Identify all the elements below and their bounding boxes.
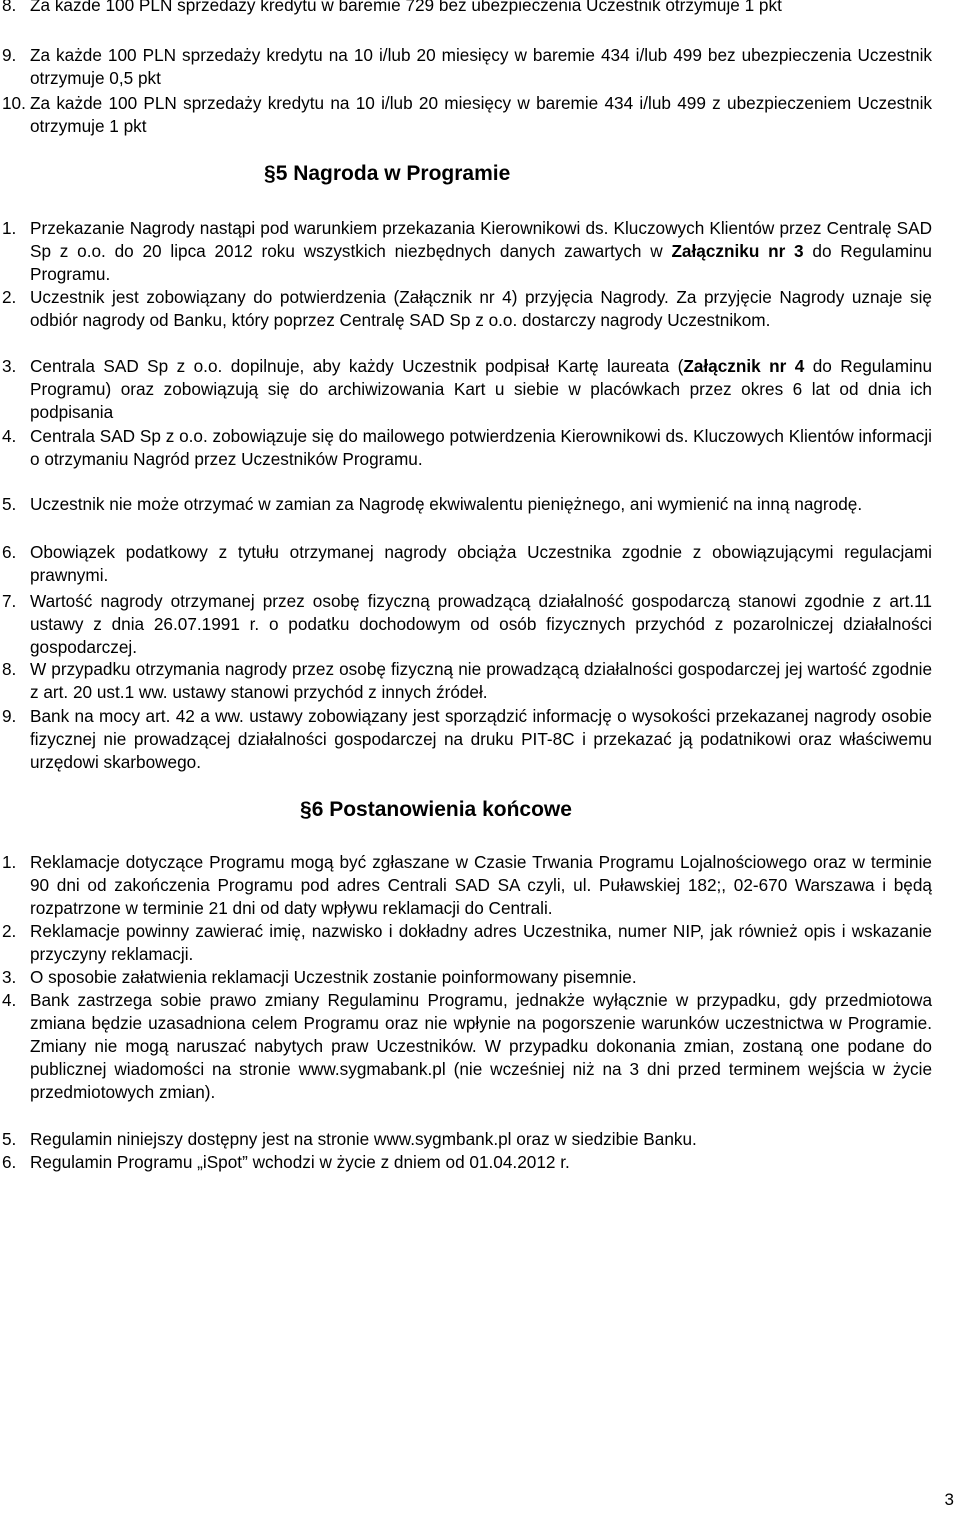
- item-number: 8.: [2, 0, 17, 15]
- item-number: 10.: [2, 93, 26, 113]
- section-sign: §: [264, 162, 276, 185]
- item-text: Reklamacje powinny zawierać imię, nazwisko i dokładny adres Uczestnika, numer NIP, jak również opis i wskazanie przyczyny reklamacji.: [30, 921, 932, 964]
- section-heading-6: [300, 797, 572, 823]
- item-number: 4.: [2, 426, 17, 446]
- item-number: 7.: [2, 591, 17, 611]
- item-text: Uczestnik jest zobowiązany do potwierdzenia (Załącznik nr 4) przyjęcia Nagrody. Za przyjęcie Nagrody uznaje się odbiór nagrody od Banku, który poprzez Centralę SAD Sp z o.o. dostarczy nagrody Uczestnikom.: [30, 287, 932, 330]
- item-text: Za każde 100 PLN sprzedaży kredytu w baremie 729 bez ubezpieczenia Uczestnik otrzymuje 1 pkt: [30, 0, 782, 15]
- item-number: 1.: [2, 218, 17, 238]
- item-number: 3.: [2, 967, 17, 987]
- item-number: 1.: [2, 852, 17, 872]
- item-text: Za każde 100 PLN sprzedaży kredytu na 10 i/lub 20 miesięcy w baremie 434 i/lub 499 z ubezpieczeniem Uczestnik otrzymuje 1 pkt: [30, 93, 932, 136]
- item-number: 2.: [2, 921, 17, 941]
- item-number: 6.: [2, 1152, 17, 1172]
- item-number: 2.: [2, 287, 17, 307]
- item-number: 4.: [2, 990, 17, 1010]
- item-text: Wartość nagrody otrzymanej przez osobę fizyczną prowadzącą działalność gospodarczą stanowi zgodnie z art.11 ustawy z dnia 26.07.1991 r. o podatku dochodowym od osób fizycznych przychód z pozarolniczej działalności gospodarczej.: [30, 591, 932, 657]
- item-text: W przypadku otrzymania nagrody przez osobę fizyczną nie prowadzącą działalności gospodarczej jej wartość zgodnie z art. 20 ust.1 ww. ustawy stanowi przychód z innych źródeł.: [30, 659, 932, 702]
- item-text: Regulamin Programu „iSpot” wchodzi w życie z dniem od 01.04.2012 r.: [30, 1152, 570, 1172]
- item-number: 9.: [2, 706, 17, 726]
- section-title: 5 Nagroda w Programie: [275, 162, 511, 185]
- item-number: 9.: [2, 45, 17, 65]
- item-number: 6.: [2, 542, 17, 562]
- section-heading-5: [264, 161, 510, 187]
- item-text: Obowiązek podatkowy z tytułu otrzymanej nagrody obciąża Uczestnika zgodnie z obowiązującymi regulacjami prawnymi.: [30, 542, 932, 585]
- item-text: O sposobie załatwienia reklamacji Uczestnik zostanie poinformowany pisemnie.: [30, 967, 637, 987]
- bold-reference: Załączniku nr 3: [671, 241, 804, 261]
- item-text: Regulamin niniejszy dostępny jest na stronie www.sygmbank.pl oraz w siedzibie Banku.: [30, 1129, 697, 1149]
- item-number: 8.: [2, 659, 17, 679]
- section-title: 6 Postanowienia końcowe: [311, 798, 572, 821]
- item-text: Centrala SAD Sp z o.o. dopilnuje, aby każdy Uczestnik podpisał Kartę laureata (Załącznik nr 4 do Regulaminu Programu) oraz zobowiązują się do archiwizowania Kart u siebie w placówkach przez okres 6 lat od dnia ich podpisania: [30, 356, 932, 422]
- item-text: Przekazanie Nagrody nastąpi pod warunkiem przekazania Kierownikowi ds. Kluczowych Klientów przez Centralę SAD Sp z o.o. do 20 lipca 2012 roku wszystkich niezbędnych danych zawartych w Załączniku nr 3 do Regulaminu Programu.: [30, 218, 932, 284]
- item-text: Bank na mocy art. 42 a ww. ustawy zobowiązany jest sporządzić informację o wysokości przekazanej nagrody osobie fizycznej nie prowadzącej działalności gospodarczej na druku PIT-8C i przekazać ją podatnikowi oraz właściwemu urzędowi skarbowego.: [30, 706, 932, 772]
- item-text: Centrala SAD Sp z o.o. zobowiązuje się do mailowego potwierdzenia Kierownikowi ds. Kluczowych Klientów informacji o otrzymaniu Nagród przez Uczestników Programu.: [30, 426, 932, 469]
- section-sign: §: [300, 798, 312, 821]
- page-number: 3: [944, 1490, 954, 1509]
- item-text: Uczestnik nie może otrzymać w zamian za Nagrodę ekwiwalentu pieniężnego, ani wymienić na inną nagrodę.: [30, 494, 863, 514]
- item-text: Za każde 100 PLN sprzedaży kredytu na 10 i/lub 20 miesięcy w baremie 434 i/lub 499 bez ubezpieczenia Uczestnik otrzymuje 0,5 pkt: [30, 45, 932, 88]
- bold-reference: Załącznik nr 4: [683, 356, 805, 376]
- item-number: 5.: [2, 494, 17, 514]
- item-text: Reklamacje dotyczące Programu mogą być zgłaszane w Czasie Trwania Programu Lojalnościowego oraz w terminie 90 dni od zakończenia Programu pod adres Centrali SAD SA czyli, ul. Puławskiej 182;, 02-670 Warszawa i będą rozpatrzone w terminie 21 dni od daty wpływu reklamacji do Centrali.: [30, 852, 932, 918]
- item-number: 3.: [2, 356, 17, 376]
- item-number: 5.: [2, 1129, 17, 1149]
- item-text: Bank zastrzega sobie prawo zmiany Regulaminu Programu, jednakże wyłącznie w przypadku, gdy przedmiotowa zmiana będzie uzasadniona celem Programu oraz nie wpłynie na pogorszenie warunków uczestnictwa w Programie. Zmiany nie mogą naruszać nabytych praw Uczestników. W przypadku dokonania zmian, zostaną one podane do publicznej wiadomości na stronie www.sygmabank.pl (nie wcześniej niż na 3 dni przed terminem wejścia w życie przedmiotowych zmian).: [30, 990, 932, 1102]
